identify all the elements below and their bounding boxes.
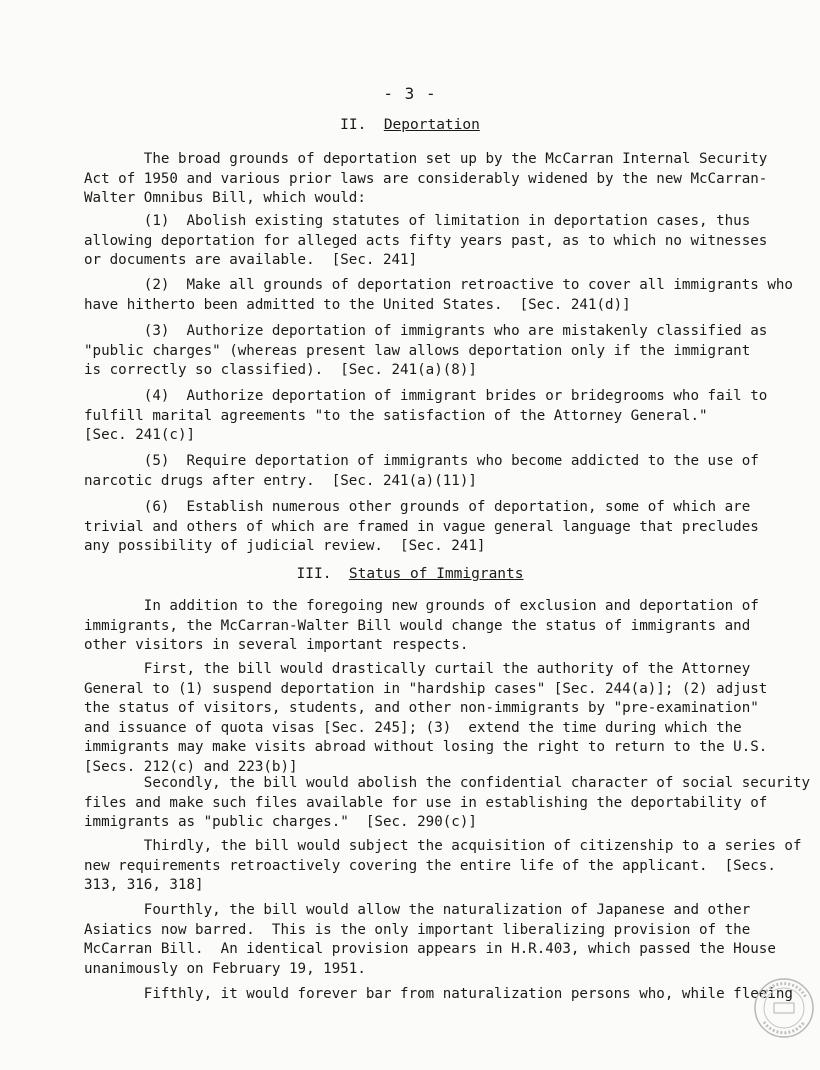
- deportation-intro-paragraph: The broad grounds of deportation set up by the McCarran Internal Security Act of 1950 and various prior laws are considerably widened by the new McCarran- Walter Omnibus Bill, which would:: [84, 151, 768, 206]
- status-paragraph: Secondly, the bill would abolish the confidential character of social security files and make such files available for use in establishing the deportability of immigrants as "public charges." [Sec. 290(c)]: [84, 775, 811, 830]
- status-paragraph: Fifthly, it would forever bar from naturalization persons who, while fleeing: [84, 986, 793, 1002]
- list-item: (1) Abolish existing statutes of limitation in deportation cases, thus allowing deportation for alleged acts fifty years past, as to which no witnesses or documents are available. [Sec. 241]: [84, 213, 768, 268]
- page-number: - 3 -: [383, 84, 437, 103]
- status-paragraph: In addition to the foregoing new grounds of exclusion and deportation of immigrants, the McCarran-Walter Bill would change the status of immigrants and other visitors in several important respects.: [84, 598, 759, 653]
- list-item: (5) Require deportation of immigrants who become addicted to the use of narcotic drugs after entry. [Sec. 241(a)(11)]: [84, 453, 759, 489]
- list-item: (4) Authorize deportation of immigrant brides or bridegrooms who fail to fulfill marital agreements "to the satisfaction of the Attorney General." [Sec. 241(c)]: [84, 388, 768, 443]
- section-heading-status: [0, 566, 820, 582]
- section-title: Deportation: [383, 117, 480, 133]
- status-paragraph: Fourthly, the bill would allow the naturalization of Japanese and other Asiatics now barred. This is the only important liberalizing provision of the McCarran Bill. An identical provision appears in H.R.403, which passed the House unanimously on February 19, 1951.: [84, 902, 776, 977]
- list-item: (6) Establish numerous other grounds of deportation, some of which are trivial and others of which are framed in vague general language that precludes any possibility of judicial review. [Sec. 241]: [84, 499, 759, 554]
- section-numeral: III.: [296, 566, 332, 582]
- list-item: (2) Make all grounds of deportation retroactive to cover all immigrants who have hitherto been admitted to the United States. [Sec. 241(d)]: [84, 277, 793, 313]
- library-stamp-seal: [752, 976, 816, 1040]
- list-item: (3) Authorize deportation of immigrants who are mistakenly classified as "public charges" (whereas present law allows deportation only if the immigrant is correctly so classified). [Sec. 241(a)(8)]: [84, 323, 768, 378]
- status-paragraph: Thirdly, the bill would subject the acquisition of citizenship to a series of new requirements retroactively covering the entire life of the applicant. [Secs. 313, 316, 318]: [84, 838, 802, 893]
- section-title: Status of Immigrants: [348, 566, 524, 582]
- status-paragraph: First, the bill would drastically curtail the authority of the Attorney General to (1) suspend deportation in "hardship cases" [Sec. 244(a)]; (2) adjust the status of visitors, students, and other non-immigrants by "pre-examination" and issuance of quota visas [Sec. 245]; (3) extend the time during which the immigrants may make visits abroad without losing the right to return to the U.S. [Secs. 212(c) and 223(b)]: [84, 661, 768, 775]
- section-numeral: II.: [340, 117, 367, 133]
- section-heading-deportation: [0, 117, 820, 133]
